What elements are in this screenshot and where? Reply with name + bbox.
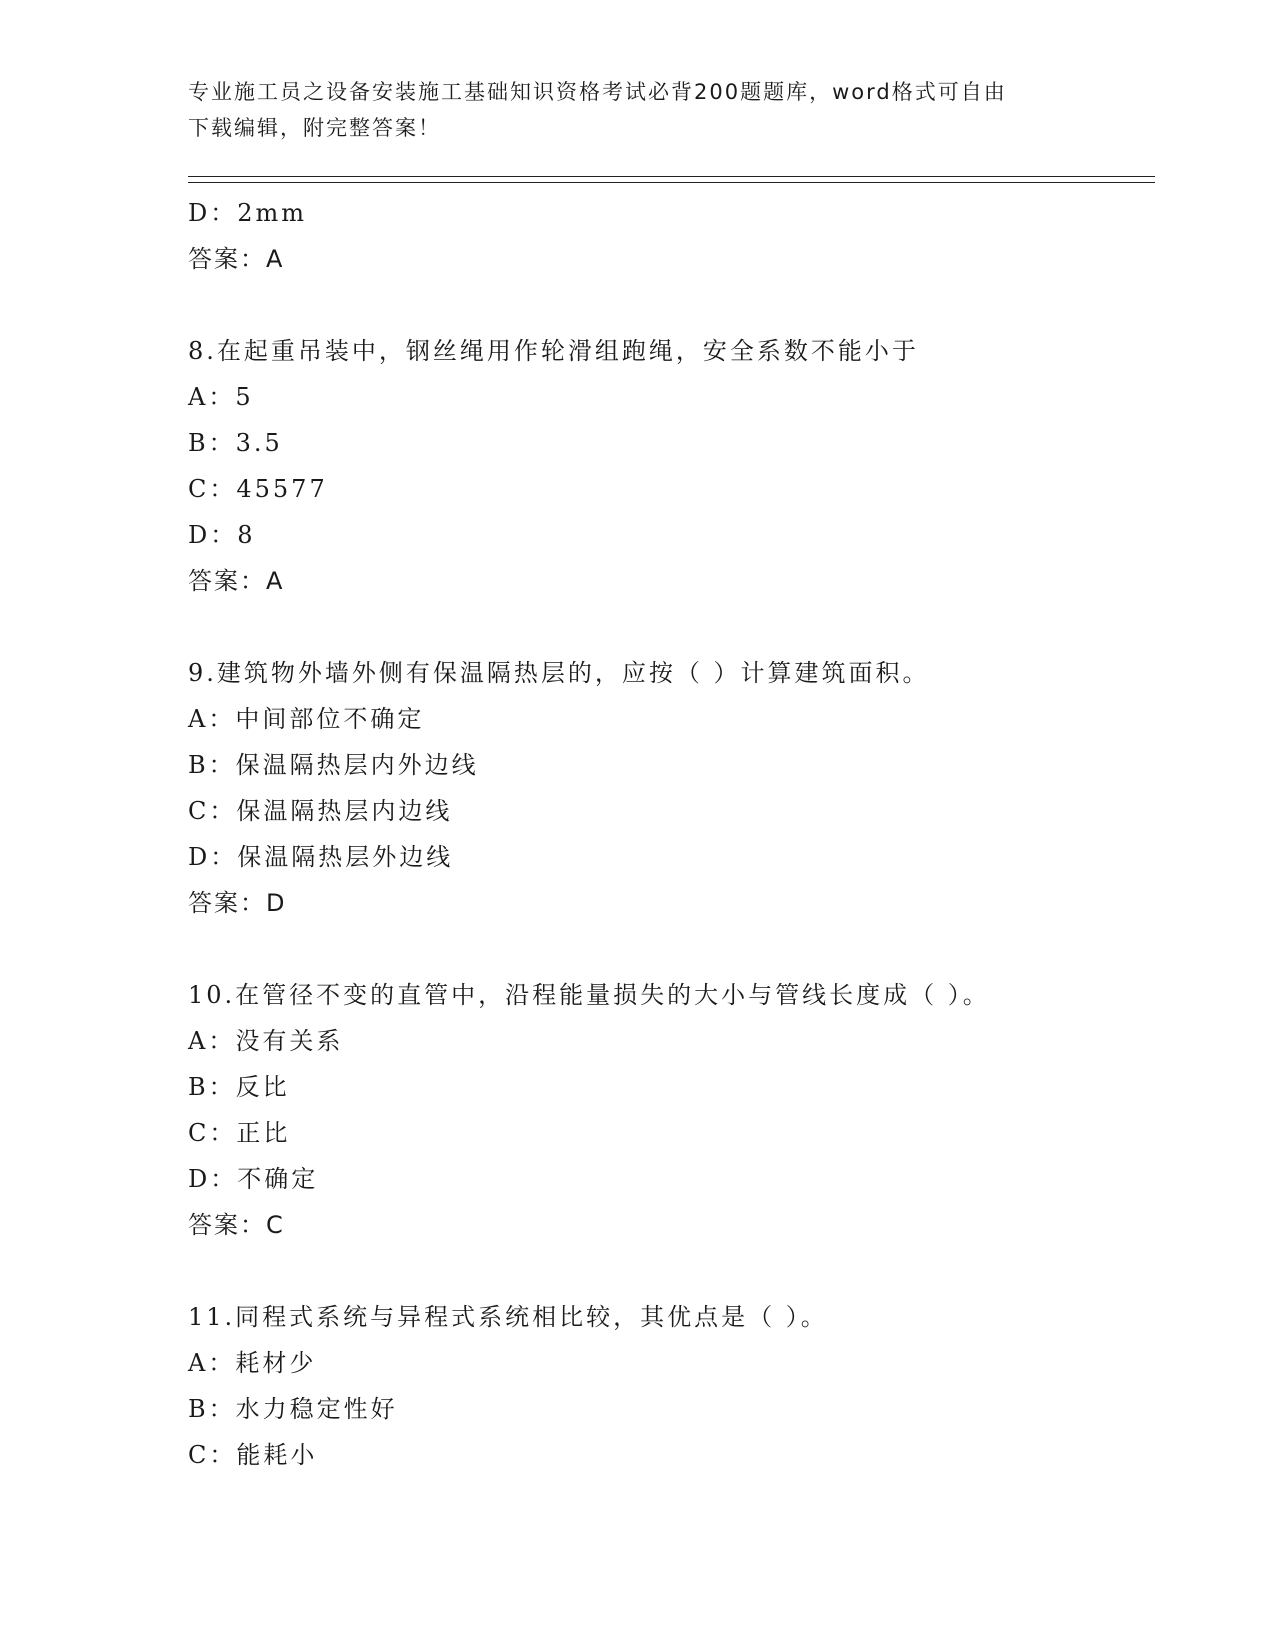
- question-stem: 8.在起重吊装中，钢丝绳用作轮滑组跑绳，安全系数不能小于: [188, 337, 919, 365]
- option-a: A：中间部位不确定: [188, 705, 425, 733]
- question-9: [188, 650, 1155, 926]
- header-divider-bottom: [188, 182, 1155, 183]
- option-d: D：8: [188, 521, 256, 549]
- question-8: [188, 328, 1155, 604]
- question-10: [188, 972, 1155, 1248]
- answer-line: 答案：A: [188, 245, 285, 273]
- option-a: A：耗材少: [188, 1349, 317, 1377]
- option-a: A：没有关系: [188, 1027, 344, 1055]
- option-d: D：保温隔热层外边线: [188, 843, 454, 871]
- answer-line: 答案：C: [188, 1211, 285, 1239]
- option-c: C：45577: [188, 475, 328, 503]
- option-b: B：3.5: [188, 429, 283, 457]
- question-stem: 9.建筑物外墙外侧有保温隔热层的，应按（ ）计算建筑面积。: [188, 659, 930, 687]
- option-c: C：能耗小: [188, 1441, 318, 1469]
- option-a: A：5: [188, 383, 254, 411]
- option-b: B：反比: [188, 1073, 290, 1101]
- option-d: D：不确定: [188, 1165, 319, 1193]
- option-c: C：正比: [188, 1119, 291, 1147]
- option-b: B：保温隔热层内外边线: [188, 751, 479, 779]
- answer-line: 答案：D: [188, 889, 287, 917]
- option-b: B：水力稳定性好: [188, 1395, 398, 1423]
- question-stem: 11.同程式系统与异程式系统相比较，其优点是（ ）。: [188, 1303, 828, 1331]
- question-list: [188, 190, 1155, 1478]
- question-stem: 10.在管径不变的直管中，沿程能量损失的大小与管线长度成（ ）。: [188, 981, 990, 1009]
- header-divider-top: [188, 176, 1155, 177]
- question-11: [188, 1294, 1155, 1478]
- answer-line: 答案：A: [188, 567, 285, 595]
- header-line-2: 下载编辑，附完整答案！: [188, 116, 441, 140]
- document-header: [188, 74, 1088, 146]
- option-c: C：保温隔热层内边线: [188, 797, 453, 825]
- header-line-1: 专业施工员之设备安装施工基础知识资格考试必背200题题库，word格式可自由: [188, 80, 1007, 104]
- option-d: D：2mm: [188, 199, 308, 227]
